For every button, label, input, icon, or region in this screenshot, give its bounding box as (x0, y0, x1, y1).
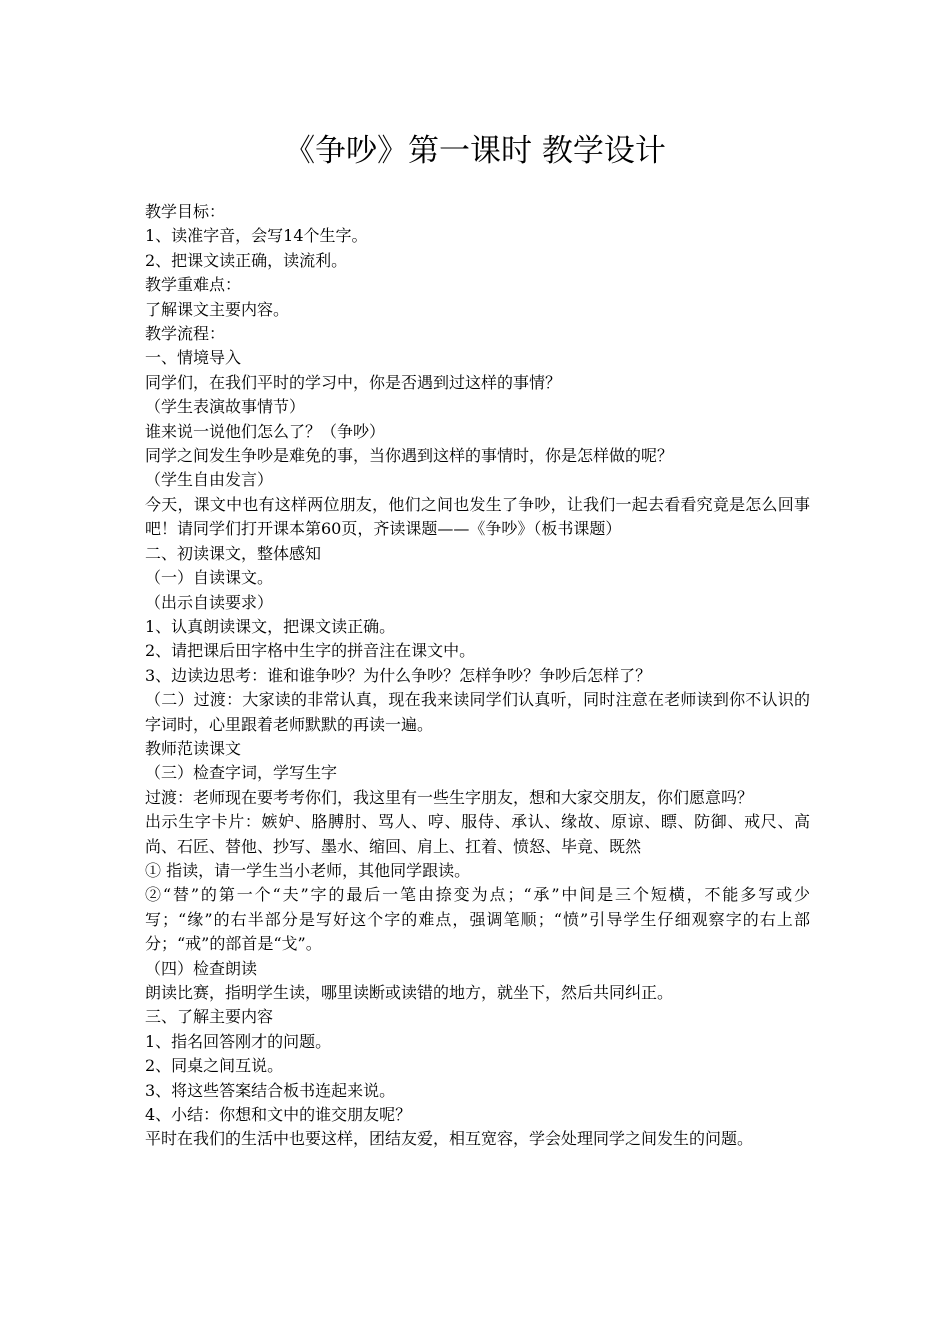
document-body (145, 200, 810, 1152)
heading-teaching-goals: 教学目标： (145, 202, 226, 221)
paragraph: 教师范读课文 (145, 738, 242, 758)
requirement-item: 2、请把课后田字格中生字的拼音注在课文中。 (145, 641, 476, 661)
paragraph: 平时在我们的生活中也要这样，团结友爱，相互宽容，学会处理同学之间发生的问题。 (145, 1129, 754, 1149)
paragraph: ②“替”的第一个“夫”字的最后一笔由捺变为点；“承”中间是三个短横，不能多写或少写；“缘”的右半部分是写好这个字的难点，强调笔顺；“愤”引导学生仔细观察字的右上部分；“戒”的部首是“戈”。 (145, 885, 810, 954)
paragraph: （出示自读要求） (145, 592, 274, 612)
requirement-item: 3、边读边思考：谁和谁争吵？为什么争吵？怎样争吵？争吵后怎样了？ (145, 665, 652, 685)
list-item: 4、小结：你想和文中的谁交朋友呢？ (145, 1105, 412, 1125)
paragraph: 谁来说一说他们怎么了？（争吵） (145, 421, 386, 441)
subsection-heading: （一）自读课文。 (145, 568, 274, 588)
subsection-heading: （三）检查字词，学写生字 (145, 763, 338, 783)
key-point-text: 了解课文主要内容。 (145, 299, 290, 319)
heading-key-points: 教学重难点： (145, 275, 242, 295)
heading-teaching-process: 教学流程： (145, 324, 226, 344)
paragraph: （学生自由发言） (145, 470, 274, 490)
paragraph: 同学们，在我们平时的学习中，你是否遇到过这样的事情？ (145, 372, 562, 392)
paragraph: 过渡：老师现在要考考你们，我这里有一些生字朋友，想和大家交朋友，你们愿意吗？ (145, 787, 754, 807)
section-heading: 一、情境导入 (145, 348, 242, 368)
goal-item: 1、读准字音，会写14个生字。 (145, 226, 368, 246)
goal-item: 2、把课文读正确，读流利。 (145, 250, 348, 270)
section-heading: 三、了解主要内容 (145, 1007, 274, 1027)
list-item: 1、指名回答刚才的问题。 (145, 1031, 332, 1051)
vocabulary-list: 出示生字卡片：嫉妒、胳膊肘、骂人、哼、服侍、承认、缘故、原谅、瞟、防御、戒尺、高尚、石匠、替他、抄写、墨水、缩回、肩上、扛着、愤怒、毕竟、既然 (145, 812, 810, 856)
paragraph: （二）过渡：大家读的非常认真，现在我来读同学们认真听，同时注意在老师读到你不认识的字词时，心里跟着老师默默的再读一遍。 (145, 690, 810, 734)
document-title: 《争吵》第一课时 教学设计 (284, 133, 666, 169)
paragraph: 朗读比赛，指明学生读，哪里读断或读错的地方，就坐下，然后共同纠正。 (145, 983, 674, 1002)
list-item: 2、同桌之间互说。 (145, 1056, 284, 1076)
paragraph: （学生表演故事情节） (145, 397, 306, 417)
paragraph: 今天，课文中也有这样两位朋友，他们之间也发生了争吵，让我们一起去看看究竟是怎么回事吧！请同学们打开课本第60页，齐读课题——《争吵》（板书课题） (145, 494, 810, 539)
paragraph: 同学之间发生争吵是难免的事，当你遇到这样的事情时，你是怎样做的呢？ (145, 446, 674, 466)
subsection-heading: （四）检查朗读 (145, 958, 258, 978)
requirement-item: 1、认真朗读课文，把课文读正确。 (145, 616, 396, 636)
list-item: 3、将这些答案结合板书连起来说。 (145, 1080, 396, 1100)
section-heading: 二、初读课文，整体感知 (145, 543, 322, 563)
paragraph: ① 指读，请一学生当小老师，其他同学跟读。 (145, 860, 471, 880)
